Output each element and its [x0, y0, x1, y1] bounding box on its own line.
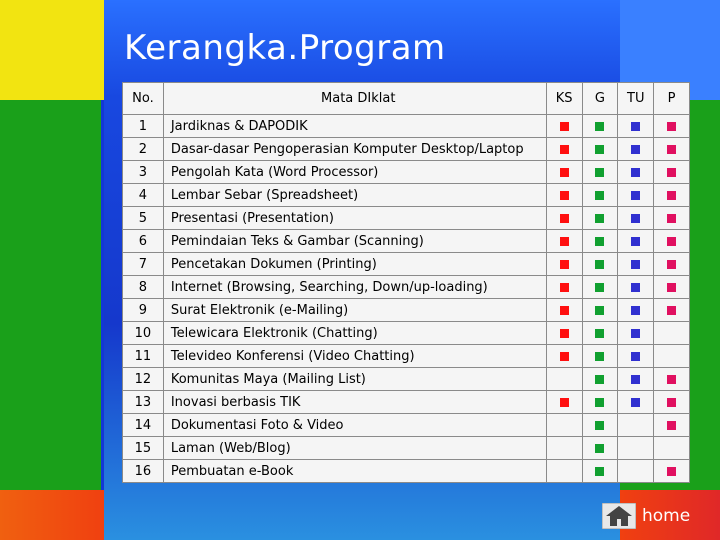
- cell-p: [654, 115, 690, 138]
- square-bullet-icon: [560, 398, 569, 407]
- table-row: [123, 414, 690, 437]
- row-course-name: Dasar-dasar Pengoperasian Komputer Desktop/Laptop: [163, 138, 546, 161]
- cell-tu: [618, 138, 654, 161]
- cell-g: [582, 230, 618, 253]
- cell-tu: [618, 414, 654, 437]
- square-bullet-icon: [560, 191, 569, 200]
- program-table: [122, 82, 690, 483]
- square-bullet-icon: [631, 191, 640, 200]
- table-row: [123, 322, 690, 345]
- table-row: [123, 138, 690, 161]
- cell-tu: [618, 184, 654, 207]
- cell-g: [582, 368, 618, 391]
- row-number: 7: [123, 253, 164, 276]
- square-bullet-icon: [595, 398, 604, 407]
- cell-p: [654, 414, 690, 437]
- header-mata-diklat: Mata DIklat: [163, 83, 546, 115]
- cell-g: [582, 253, 618, 276]
- row-number: 3: [123, 161, 164, 184]
- square-bullet-icon: [560, 168, 569, 177]
- row-number: 12: [123, 368, 164, 391]
- square-bullet-icon: [560, 237, 569, 246]
- square-bullet-icon: [595, 306, 604, 315]
- square-bullet-icon: [560, 306, 569, 315]
- square-bullet-icon: [595, 467, 604, 476]
- row-course-name: Dokumentasi Foto & Video: [163, 414, 546, 437]
- square-bullet-icon: [595, 191, 604, 200]
- table-header-row: [123, 83, 690, 115]
- cell-tu: [618, 299, 654, 322]
- row-number: 13: [123, 391, 164, 414]
- table-row: [123, 253, 690, 276]
- table-row: [123, 276, 690, 299]
- cell-g: [582, 460, 618, 483]
- square-bullet-icon: [560, 145, 569, 154]
- row-number: 1: [123, 115, 164, 138]
- row-number: 6: [123, 230, 164, 253]
- cell-ks: [546, 460, 582, 483]
- cell-ks: [546, 414, 582, 437]
- cell-ks: [546, 345, 582, 368]
- cell-g: [582, 322, 618, 345]
- cell-g: [582, 276, 618, 299]
- table-row: [123, 368, 690, 391]
- square-bullet-icon: [595, 329, 604, 338]
- row-number: 15: [123, 437, 164, 460]
- cell-g: [582, 299, 618, 322]
- square-bullet-icon: [595, 122, 604, 131]
- cell-g: [582, 345, 618, 368]
- square-bullet-icon: [631, 398, 640, 407]
- row-number: 10: [123, 322, 164, 345]
- cell-ks: [546, 368, 582, 391]
- cell-ks: [546, 184, 582, 207]
- cell-tu: [618, 207, 654, 230]
- square-bullet-icon: [631, 168, 640, 177]
- table-row: [123, 230, 690, 253]
- square-bullet-icon: [595, 214, 604, 223]
- square-bullet-icon: [631, 329, 640, 338]
- header-no: No.: [123, 83, 164, 115]
- cell-tu: [618, 391, 654, 414]
- square-bullet-icon: [595, 168, 604, 177]
- row-course-name: Telewicara Elektronik (Chatting): [163, 322, 546, 345]
- cell-p: [654, 368, 690, 391]
- cell-ks: [546, 207, 582, 230]
- square-bullet-icon: [595, 352, 604, 361]
- square-bullet-icon: [631, 145, 640, 154]
- cell-tu: [618, 368, 654, 391]
- square-bullet-icon: [631, 283, 640, 292]
- cell-ks: [546, 276, 582, 299]
- square-bullet-icon: [595, 375, 604, 384]
- cell-tu: [618, 115, 654, 138]
- cell-ks: [546, 437, 582, 460]
- square-bullet-icon: [595, 237, 604, 246]
- square-bullet-icon: [667, 191, 676, 200]
- cell-p: [654, 184, 690, 207]
- row-course-name: Pencetakan Dokumen (Printing): [163, 253, 546, 276]
- square-bullet-icon: [560, 329, 569, 338]
- row-course-name: Jardiknas & DAPODIK: [163, 115, 546, 138]
- square-bullet-icon: [560, 122, 569, 131]
- row-number: 9: [123, 299, 164, 322]
- table-row: [123, 299, 690, 322]
- cell-g: [582, 437, 618, 460]
- row-number: 11: [123, 345, 164, 368]
- cell-p: [654, 230, 690, 253]
- cell-p: [654, 460, 690, 483]
- cell-p: [654, 437, 690, 460]
- square-bullet-icon: [667, 306, 676, 315]
- square-bullet-icon: [595, 145, 604, 154]
- cell-g: [582, 115, 618, 138]
- square-bullet-icon: [667, 283, 676, 292]
- row-course-name: Surat Elektronik (e-Mailing): [163, 299, 546, 322]
- square-bullet-icon: [595, 260, 604, 269]
- square-bullet-icon: [667, 237, 676, 246]
- header-ks: KS: [546, 83, 582, 115]
- table-row: [123, 115, 690, 138]
- cell-p: [654, 322, 690, 345]
- table-row: [123, 391, 690, 414]
- row-course-name: Internet (Browsing, Searching, Down/up-loading): [163, 276, 546, 299]
- cell-p: [654, 253, 690, 276]
- cell-ks: [546, 138, 582, 161]
- square-bullet-icon: [560, 214, 569, 223]
- square-bullet-icon: [631, 122, 640, 131]
- cell-p: [654, 299, 690, 322]
- cell-g: [582, 391, 618, 414]
- cell-ks: [546, 230, 582, 253]
- cell-tu: [618, 276, 654, 299]
- row-course-name: Pembuatan e-Book: [163, 460, 546, 483]
- square-bullet-icon: [631, 260, 640, 269]
- square-bullet-icon: [560, 352, 569, 361]
- table-row: [123, 460, 690, 483]
- square-bullet-icon: [667, 375, 676, 384]
- row-course-name: Komunitas Maya (Mailing List): [163, 368, 546, 391]
- cell-tu: [618, 345, 654, 368]
- row-number: 5: [123, 207, 164, 230]
- cell-p: [654, 161, 690, 184]
- cell-p: [654, 276, 690, 299]
- cell-ks: [546, 299, 582, 322]
- cell-tu: [618, 322, 654, 345]
- header-tu: TU: [618, 83, 654, 115]
- square-bullet-icon: [595, 421, 604, 430]
- table-row: [123, 345, 690, 368]
- cell-g: [582, 207, 618, 230]
- cell-p: [654, 345, 690, 368]
- square-bullet-icon: [667, 122, 676, 131]
- cell-tu: [618, 161, 654, 184]
- cell-ks: [546, 253, 582, 276]
- table-row: [123, 437, 690, 460]
- square-bullet-icon: [595, 283, 604, 292]
- square-bullet-icon: [631, 306, 640, 315]
- square-bullet-icon: [667, 467, 676, 476]
- square-bullet-icon: [631, 237, 640, 246]
- square-bullet-icon: [667, 398, 676, 407]
- row-course-name: Televideo Konferensi (Video Chatting): [163, 345, 546, 368]
- square-bullet-icon: [631, 352, 640, 361]
- cell-g: [582, 414, 618, 437]
- cell-tu: [618, 230, 654, 253]
- square-bullet-icon: [595, 444, 604, 453]
- square-bullet-icon: [667, 260, 676, 269]
- square-bullet-icon: [667, 421, 676, 430]
- cell-tu: [618, 253, 654, 276]
- square-bullet-icon: [667, 214, 676, 223]
- row-course-name: Presentasi (Presentation): [163, 207, 546, 230]
- home-icon: [602, 503, 636, 529]
- cell-ks: [546, 391, 582, 414]
- cell-ks: [546, 322, 582, 345]
- row-course-name: Pengolah Kata (Word Processor): [163, 161, 546, 184]
- cell-p: [654, 391, 690, 414]
- cell-p: [654, 138, 690, 161]
- slide-title: Kerangka.Program: [124, 28, 446, 68]
- row-number: 8: [123, 276, 164, 299]
- square-bullet-icon: [560, 260, 569, 269]
- row-course-name: Inovasi berbasis TIK: [163, 391, 546, 414]
- square-bullet-icon: [667, 168, 676, 177]
- cell-g: [582, 138, 618, 161]
- row-course-name: Lembar Sebar (Spreadsheet): [163, 184, 546, 207]
- header-g: G: [582, 83, 618, 115]
- cell-tu: [618, 460, 654, 483]
- row-course-name: Laman (Web/Blog): [163, 437, 546, 460]
- square-bullet-icon: [560, 283, 569, 292]
- row-course-name: Pemindaian Teks & Gambar (Scanning): [163, 230, 546, 253]
- cell-ks: [546, 115, 582, 138]
- cell-g: [582, 161, 618, 184]
- cell-ks: [546, 161, 582, 184]
- row-number: 4: [123, 184, 164, 207]
- square-bullet-icon: [631, 214, 640, 223]
- row-number: 2: [123, 138, 164, 161]
- cell-tu: [618, 437, 654, 460]
- square-bullet-icon: [631, 375, 640, 384]
- home-button[interactable]: [602, 503, 690, 529]
- table-row: [123, 184, 690, 207]
- cell-g: [582, 184, 618, 207]
- table-row: [123, 161, 690, 184]
- cell-p: [654, 207, 690, 230]
- table-row: [123, 207, 690, 230]
- header-p: P: [654, 83, 690, 115]
- square-bullet-icon: [667, 145, 676, 154]
- row-number: 16: [123, 460, 164, 483]
- home-label: home: [642, 506, 691, 526]
- row-number: 14: [123, 414, 164, 437]
